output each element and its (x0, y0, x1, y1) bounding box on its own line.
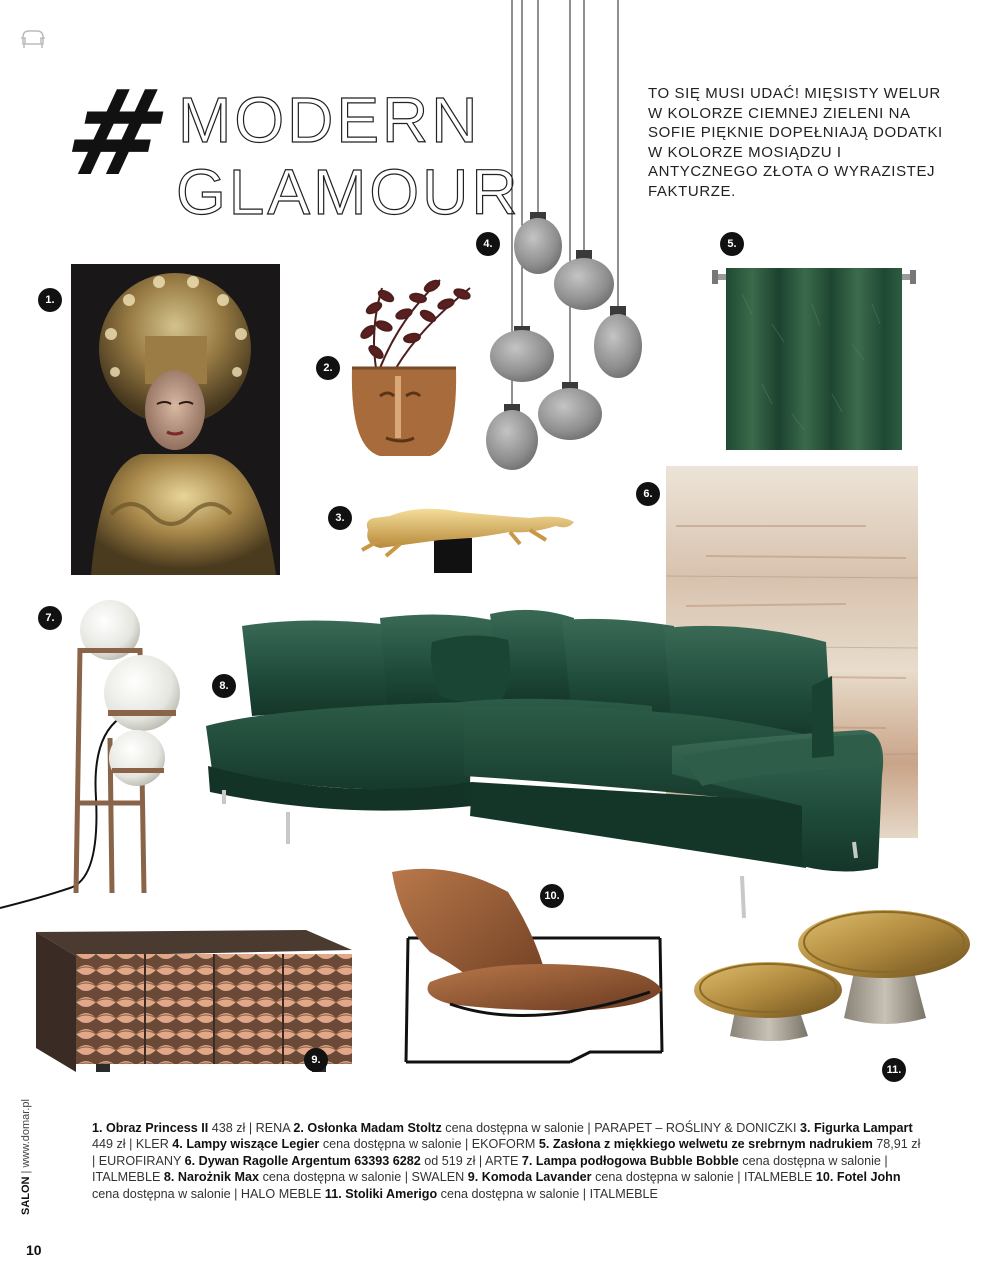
caption-product-name: 7. (521, 1153, 533, 1168)
caption-separator: | (737, 1170, 741, 1185)
caption-product-title: Zasłona z miękkiego welwetu ze srebrnym nadrukiem (552, 1137, 873, 1152)
caption-entry (185, 1154, 522, 1168)
caption-product-name: 1. (92, 1121, 103, 1135)
lavander-dresser-image (36, 930, 352, 1072)
caption-product-title: Narożnik Max (177, 1170, 260, 1185)
caption-price: od 519 zł (424, 1153, 476, 1168)
caption-brand: EKOFORM (471, 1137, 536, 1152)
caption-separator: | (92, 1153, 96, 1168)
item-badge-8: 8. (212, 674, 236, 698)
caption-brand: ARTE (484, 1153, 519, 1168)
section-sidebar: SALON | www.domar.pl (20, 1099, 32, 1215)
product-caption (92, 1120, 922, 1202)
caption-brand: HALO MEBLE (240, 1186, 322, 1201)
caption-price: cena dostępna w salonie (322, 1137, 462, 1152)
caption-price: cena dostępna w salonie (742, 1153, 881, 1168)
caption-entry (92, 1121, 293, 1135)
caption-product-name: 6. (184, 1153, 196, 1168)
caption-brand: RENA (255, 1121, 290, 1135)
caption-price: cena dostępna w salonie (445, 1121, 584, 1135)
caption-separator: | (884, 1153, 888, 1168)
caption-product-title: Komoda Lavander (481, 1170, 592, 1185)
caption-entry (325, 1187, 658, 1201)
pendant-lamps-image (484, 0, 654, 475)
amerigo-tables-image (694, 908, 984, 1048)
caption-price: 78,91 zł (876, 1137, 921, 1152)
caption-separator: | (582, 1186, 587, 1201)
item-badge-11: 11. (882, 1058, 906, 1082)
velvet-curtain-image (712, 264, 916, 450)
caption-price: cena dostępna w salonie (262, 1170, 402, 1185)
caption-product-name: 2. (293, 1121, 304, 1135)
caption-brand: KLER (135, 1137, 169, 1152)
caption-brand: ITALMEBLE (744, 1170, 813, 1185)
caption-product-name: 9. (467, 1170, 479, 1185)
caption-separator: | (587, 1121, 591, 1135)
armchair-icon (20, 28, 46, 50)
item-badge-2: 2. (316, 356, 340, 380)
caption-separator: | (478, 1153, 483, 1168)
item-badge-6: 6. (636, 482, 660, 506)
caption-product-name: 3. (799, 1121, 811, 1135)
caption-separator: | (404, 1170, 408, 1185)
caption-brand: PARAPET – ROŚLINY & DONICZKI (594, 1121, 797, 1135)
page-number: 10 (26, 1242, 42, 1258)
item-badge-7: 7. (38, 606, 62, 630)
caption-product-title: Obraz Princess II (106, 1121, 209, 1135)
caption-separator: | (464, 1137, 469, 1152)
caption-price: 438 zł (211, 1121, 246, 1135)
john-armchair-image (390, 862, 666, 1068)
caption-entry (468, 1170, 816, 1184)
item-badge-1: 1. (38, 288, 62, 312)
caption-separator: | (234, 1186, 238, 1201)
caption-product-title: Dywan Ragolle Argentum 63393 6282 (198, 1153, 421, 1168)
page-title: MODERN GLAMOUR (176, 84, 521, 228)
caption-separator: | (248, 1121, 253, 1135)
item-badge-9: 9. (304, 1048, 328, 1072)
caption-entry (172, 1137, 539, 1151)
caption-price: 449 zł (92, 1137, 126, 1152)
caption-product-title: Stoliki Amerigo (345, 1186, 438, 1201)
caption-brand: ITALMEBLE (92, 1170, 161, 1185)
caption-brand: ITALMEBLE (589, 1186, 658, 1201)
caption-product-title: Figurka Lampart (813, 1121, 913, 1135)
caption-product-name: 5. (538, 1137, 550, 1152)
caption-price: cena dostępna w salonie (440, 1186, 580, 1201)
caption-product-name: 4. (172, 1137, 183, 1152)
caption-product-name: 8. (163, 1170, 175, 1185)
item-badge-4: 4. (476, 232, 500, 256)
leopard-figurine-image (360, 500, 580, 575)
caption-separator: | (129, 1137, 133, 1152)
caption-product-name: 11. (324, 1186, 342, 1201)
caption-price: cena dostępna w salonie (92, 1186, 231, 1201)
caption-entry (164, 1170, 468, 1184)
caption-entry (293, 1121, 800, 1135)
caption-product-name: 10. (815, 1170, 834, 1185)
caption-price: cena dostępna w salonie (595, 1170, 734, 1185)
princess-painting-image (71, 264, 280, 575)
intro-text: TO SIĘ MUSI UDAĆ! MIĘSISTY WELUR W KOLORZE CIEMNEJ ZIELENI NA SOFIE PIĘKNIE DOPEŁNIAJĄ DODATKI W KOLORZE MOSIĄDZU I ANTYCZNEGO ZŁOTA O WYRAZISTEJ FAKTURZE. (648, 85, 943, 200)
caption-product-title: Osłonka Madam Stoltz (307, 1121, 442, 1135)
caption-brand: SWALEN (411, 1170, 465, 1185)
item-badge-5: 5. (720, 232, 744, 256)
face-planter-image (340, 268, 480, 460)
item-badge-3: 3. (328, 506, 352, 530)
bubble-floor-lamp-image (0, 598, 190, 914)
caption-product-title: Lampa podłogowa Bubble Bobble (535, 1153, 739, 1168)
item-badge-10: 10. (540, 884, 564, 908)
caption-product-title: Lampy wiszące Legier (186, 1137, 320, 1152)
caption-brand: EUROFIRANY (98, 1153, 182, 1168)
hash-mark: # (53, 63, 182, 202)
caption-product-title: Fotel John (836, 1170, 901, 1185)
